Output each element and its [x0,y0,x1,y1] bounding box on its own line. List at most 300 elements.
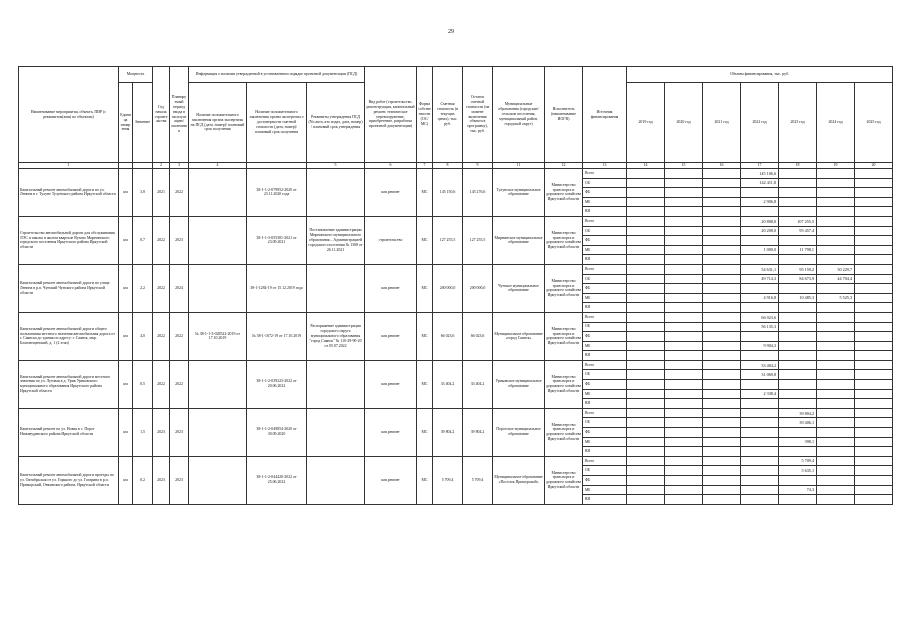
amount-cell [817,360,855,370]
amount-cell: 2 338,4 [741,389,779,399]
amount-cell [703,466,741,476]
work-type-cell: кап.ремонт [365,360,417,408]
amount-cell [741,188,779,198]
amount-cell [779,255,817,265]
column-number: 14 [627,163,665,169]
header-remaining: Остаток сметной стоимости (на момент включения объекта в программу), тыс. руб. [463,67,493,163]
amount-cell [703,437,741,447]
ownership-cell: МС [417,169,433,217]
column-number: 13 [583,163,627,169]
amount-cell [779,322,817,332]
amount-cell: 95 159,2 [779,264,817,274]
value-cell: 2,2 [133,264,153,312]
amount-cell: 74,3 [779,485,817,495]
amount-cell [817,255,855,265]
header-year-end: Планируемый период ввода в эксплуатацию/окончания [170,67,189,163]
amount-cell [703,169,741,179]
cost-cell: 127 255,5 [433,216,463,264]
amount-cell [817,408,855,418]
amount-cell [703,332,741,342]
amount-cell [703,418,741,428]
amount-cell [665,495,703,505]
header-ownership: Форма собственности (ОС/МС) [417,67,433,163]
year-start-cell: 2021 [153,169,170,217]
amount-cell [627,418,665,428]
amount-cell [817,178,855,188]
year-start-cell: 2022 [153,312,170,360]
column-number: 7 [417,163,433,169]
amount-cell [741,255,779,265]
ownership-cell: МС [417,264,433,312]
amount-cell [779,360,817,370]
work-type-cell: кап.ремонт [365,312,417,360]
amount-cell [665,226,703,236]
fin-source-cell: МБ [583,245,627,255]
amount-cell [627,466,665,476]
amount-cell [665,408,703,418]
work-type-cell: кап.ремонт [365,264,417,312]
amount-cell [703,370,741,380]
amount-cell [817,207,855,217]
remaining-cell: 33 404,2 [463,360,493,408]
header-value: Значение [133,83,153,163]
object-name: Капитальный ремонт по ул. Новая в с. Порог Нижнеудинского района Иркутской области [19,408,119,456]
fin-source-cell: ФБ [583,236,627,246]
object-name: Капитальный ремонт автомобильной дороги проезды по ул. Октябрьская от ул. Горького до ул. Гагарина в р.п. Приморский, Онкинского района, Иркутской области [19,456,119,504]
municipality-cell: Тулунское муниципальное образование [493,169,545,217]
column-number: 5 [307,163,365,169]
amount-cell: 10 485,3 [779,293,817,303]
amount-cell [703,408,741,418]
header-fin-source: Источник финансирования [583,67,627,163]
amount-cell [703,255,741,265]
amount-cell [855,389,893,399]
header-year: 2025 год [855,83,893,163]
remaining-cell: 66 023,6 [463,312,493,360]
amount-cell [665,456,703,466]
amount-cell: 50 229,7 [817,264,855,274]
amount-cell [665,255,703,265]
header-municipality: Муниципальные образования (городские/сельские поселения, муниципальный район, городской округ) [493,67,545,163]
approval-cell: Распоряжение администрации городского округа муниципального образования "город Саянск" № 110-29-90-20 от 05.07.2022 [307,312,365,360]
column-number: 12 [545,163,583,169]
year-end-cell: 2022 [170,360,189,408]
value-cell: 1,5 [133,408,153,456]
amount-cell [817,341,855,351]
amount-cell [779,399,817,409]
amount-cell [855,197,893,207]
fin-source-cell: МБ [583,437,627,447]
amount-cell [627,341,665,351]
work-type-cell: кап.ремонт [365,408,417,456]
amount-cell [703,476,741,486]
ownership-cell: МС [417,312,433,360]
amount-cell [627,293,665,303]
amount-cell [855,188,893,198]
unit-cell: км [119,264,133,312]
amount-cell: 49 714,3 [741,274,779,284]
fin-source-cell: МБ [583,485,627,495]
column-number: 8 [433,163,463,169]
expertise-cell [189,456,247,504]
expertise-cell [189,408,247,456]
amount-cell [855,495,893,505]
header-year: 2024 год [817,83,855,163]
amount-cell [627,476,665,486]
fin-source-cell: МБ [583,389,627,399]
amount-cell: 1 000,0 [741,245,779,255]
year-end-cell: 2023 [170,456,189,504]
amount-cell [779,447,817,457]
amount-cell [665,380,703,390]
column-number: 20 [855,163,893,169]
amount-cell [817,418,855,428]
value-cell: 3,8 [133,169,153,217]
amount-cell [665,399,703,409]
fin-source-cell: ФБ [583,332,627,342]
cost-expertise-cell: 38-1-1-2-079952-2020 от 23.11.2020 года [247,169,307,217]
approval-cell [307,264,365,312]
amount-cell [627,456,665,466]
value-cell: 0,2 [133,456,153,504]
amount-cell [703,322,741,332]
amount-cell [627,408,665,418]
amount-cell [627,437,665,447]
header-year: 2021 год [703,83,741,163]
executor-cell: Министерство транспорта и дорожного хозяйства Иркутской области [545,312,583,360]
remaining-cell: 39 804,2 [463,408,493,456]
cost-cell: 66 023,6 [433,312,463,360]
amount-cell [817,476,855,486]
amount-cell [703,245,741,255]
amount-cell [665,476,703,486]
amount-cell [817,370,855,380]
fin-source-cell: ОБ [583,322,627,332]
amount-cell [703,485,741,495]
fin-source-cell: ВИ [583,255,627,265]
amount-cell [665,303,703,313]
amount-cell [665,188,703,198]
year-end-cell: 2022 [170,312,189,360]
column-number: 2 [153,163,170,169]
ownership-cell: МС [417,408,433,456]
fin-source-cell: ОБ [583,226,627,236]
fin-source-cell: Всего [583,360,627,370]
executor-cell: Министерство транспорта и дорожного хозяйства Иркутской области [545,216,583,264]
amount-cell [855,399,893,409]
amount-cell [779,476,817,486]
amount-cell [703,456,741,466]
amount-cell: 142 411,8 [741,178,779,188]
amount-cell: 398,1 [779,437,817,447]
table-row [19,216,893,226]
amount-cell [741,351,779,361]
amount-cell [741,236,779,246]
column-number: 6 [365,163,417,169]
value-cell: 4,0 [133,312,153,360]
fin-source-cell: ВИ [583,351,627,361]
amount-cell [855,169,893,179]
cost-cell: 5 709,4 [433,456,463,504]
amount-cell [855,485,893,495]
amount-cell [703,236,741,246]
fin-source-cell: МБ [583,197,627,207]
fin-source-cell: Всего [583,264,627,274]
amount-cell [665,274,703,284]
amount-cell [627,370,665,380]
executor-cell: Министерство транспорта и дорожного хозяйства Иркутской области [545,456,583,504]
amount-cell [855,322,893,332]
expertise-cell [189,264,247,312]
amount-cell [741,408,779,418]
amount-cell [855,226,893,236]
amount-cell [779,169,817,179]
amount-cell [779,178,817,188]
header-fin-volume: Объемы финансирования, тыс. руб. [627,67,893,83]
municipality-cell: Мирнинское муниципальное образование [493,216,545,264]
amount-cell [703,341,741,351]
amount-cell [817,216,855,226]
financing-table [18,66,893,505]
header-expertise-name: Наличие положительного заключения органа экспертизы на ПСД (дата, номер)/ плановый срок получения [189,83,247,163]
amount-cell [855,293,893,303]
amount-cell: 11 798,1 [779,245,817,255]
ownership-cell: МС [417,360,433,408]
amount-cell [817,284,855,294]
municipality-cell: Порогское муниципальное образование [493,408,545,456]
amount-cell [817,332,855,342]
approval-cell [307,408,365,456]
amount-cell [779,332,817,342]
amount-cell [703,303,741,313]
amount-cell [855,476,893,486]
amount-cell [665,312,703,322]
column-number: 11 [493,163,545,169]
approval-cell [307,360,365,408]
amount-cell [703,188,741,198]
amount-cell [627,197,665,207]
amount-cell [665,169,703,179]
header-year: 2022 год [741,83,779,163]
value-cell: 0,5 [133,360,153,408]
amount-cell: 44 704,4 [817,274,855,284]
unit-cell: км [119,312,133,360]
amount-cell [741,476,779,486]
amount-cell [627,380,665,390]
amount-cell [703,216,741,226]
amount-cell [665,437,703,447]
amount-cell [703,284,741,294]
expertise-cell [189,216,247,264]
amount-cell [779,428,817,438]
remaining-cell: 5 709,4 [463,456,493,504]
amount-cell [703,226,741,236]
remaining-cell: 127 255,5 [463,216,493,264]
amount-cell [665,370,703,380]
remaining-cell: 200 000,0 [463,264,493,312]
amount-cell [855,245,893,255]
amount-cell [627,255,665,265]
unit-cell: км [119,216,133,264]
amount-cell [627,303,665,313]
header-est-cost: Сметная стоимость (в текущих ценах), тыс. руб. [433,67,463,163]
municipality-cell: Муниципальное образование «город Саянск» [493,312,545,360]
amount-cell [703,389,741,399]
amount-cell [703,264,741,274]
amount-cell [665,197,703,207]
amount-cell [627,447,665,457]
amount-cell [855,437,893,447]
header-year: 2023 год [779,83,817,163]
amount-cell [855,370,893,380]
header-name: Наименование мероприятия, объекта, ПИР (с реквизитом(ами) по объектам) [19,67,119,163]
cost-cell: 33 404,2 [433,360,463,408]
column-number: 9 [463,163,493,169]
amount-cell [627,332,665,342]
amount-cell [817,495,855,505]
table-row [19,456,893,466]
amount-cell [779,284,817,294]
amount-cell: 20 808,0 [741,216,779,226]
amount-cell [741,495,779,505]
value-cell: 0,7 [133,216,153,264]
fin-source-cell: Всего [583,312,627,322]
amount-cell [665,485,703,495]
amount-cell [855,428,893,438]
amount-cell [665,216,703,226]
header-executor: Исполнитель (наименование ИОГВ) [545,67,583,163]
header-capacity: Мощность [119,67,153,83]
amount-cell [817,226,855,236]
amount-cell [703,380,741,390]
amount-cell [665,284,703,294]
year-end-cell: 2023 [170,216,189,264]
amount-cell [855,418,893,428]
fin-source-cell: МБ [583,293,627,303]
fin-source-cell: ФБ [583,380,627,390]
fin-source-cell: ФБ [583,188,627,198]
unit-cell: км [119,360,133,408]
amount-cell [855,178,893,188]
column-number: 19 [817,163,855,169]
fin-source-cell: Всего [583,169,627,179]
amount-cell [703,447,741,457]
year-end-cell: 2022 [170,169,189,217]
amount-cell [741,466,779,476]
ownership-cell: МС [417,216,433,264]
amount-cell [779,351,817,361]
amount-cell [817,437,855,447]
amount-cell [703,293,741,303]
amount-cell [741,303,779,313]
amount-cell [703,274,741,284]
cost-expertise-cell: 38-1-1-2-044420-2022 от 25.06.2022 [247,456,307,504]
unit-cell: км [119,169,133,217]
amount-cell [817,428,855,438]
amount-cell [817,447,855,457]
header-work-type: Вид работ (строительство, реконструкция, капитальный ремонт, техническое перевооружение, приобретение, разработка проектной документации) [365,67,417,163]
amount-cell [817,322,855,332]
amount-cell: 20 208,0 [741,226,779,236]
executor-cell: Министерство транспорта и дорожного хозяйства Иркутской области [545,408,583,456]
amount-cell [741,207,779,217]
amount-cell [627,226,665,236]
amount-cell [855,255,893,265]
amount-cell [855,447,893,457]
amount-cell [627,188,665,198]
approval-cell [307,169,365,217]
column-number: 18 [779,163,817,169]
unit-cell: км [119,456,133,504]
amount-cell [741,437,779,447]
amount-cell [665,207,703,217]
amount-cell [627,284,665,294]
object-name: Капитальный ремонт автомобильной дороги местного значения по ул. Луговая в д. Урик Уриковского муниципального образования Иркутского района Иркутской области [19,360,119,408]
cost-cell: 145 150,6 [433,169,463,217]
fin-source-cell: ВИ [583,495,627,505]
amount-cell [665,360,703,370]
amount-cell [665,389,703,399]
year-end-cell: 2023 [170,408,189,456]
amount-cell [627,399,665,409]
expertise-cell: № 38-1-1-3-028522-2019 от 17.10.2019 [189,312,247,360]
amount-cell [817,197,855,207]
amount-cell [817,169,855,179]
amount-cell: 39 804,2 [779,408,817,418]
amount-cell [665,332,703,342]
municipality-cell: Уриковское муниципальное образование [493,360,545,408]
fin-source-cell: ОБ [583,178,627,188]
header-approved-docs: Информация о наличии утвержденной в установленном порядке проектной документации (ПСД) [189,67,365,83]
amount-cell [855,341,893,351]
amount-cell [741,456,779,466]
amount-cell [627,216,665,226]
fin-source-cell: ВИ [583,207,627,217]
amount-cell [627,360,665,370]
amount-cell [779,197,817,207]
cost-expertise-cell: № 38-1-1072-19 от 17.10.2019 [247,312,307,360]
column-number: 4 [189,163,247,169]
amount-cell: 9 904,3 [741,341,779,351]
amount-cell [855,303,893,313]
amount-cell [855,264,893,274]
amount-cell [817,312,855,322]
approval-cell: Постановление администрации Мирнинского муниципального образования – Администрацией городского поселения № 1308 от 26.11.2021 [307,216,365,264]
amount-cell [703,312,741,322]
amount-cell [665,447,703,457]
year-end-cell: 2024 [170,264,189,312]
column-number: 17 [741,163,779,169]
fin-source-cell: Всего [583,216,627,226]
amount-cell [703,428,741,438]
amount-cell [627,207,665,217]
amount-cell [665,322,703,332]
fin-source-cell: ОБ [583,418,627,428]
column-number: 3 [170,163,189,169]
amount-cell [855,216,893,226]
object-name: Капитальный ремонт автомобильной дороги общего пользования местного значения автомобильная дорога от г. Саянска до здания по адресу: г. Саянск, мкр. Благовещенский, д. 1 (2 этап) [19,312,119,360]
amount-cell [779,303,817,313]
expertise-cell [189,169,247,217]
amount-cell: 66 023,6 [741,312,779,322]
ownership-cell: МС [417,456,433,504]
amount-cell [627,495,665,505]
amount-cell [779,389,817,399]
amount-cell [627,312,665,322]
unit-cell: км [119,408,133,456]
cost-expertise-cell: 38-1-1-3-055381-2021 от 23.09.2021 [247,216,307,264]
amount-cell [703,197,741,207]
